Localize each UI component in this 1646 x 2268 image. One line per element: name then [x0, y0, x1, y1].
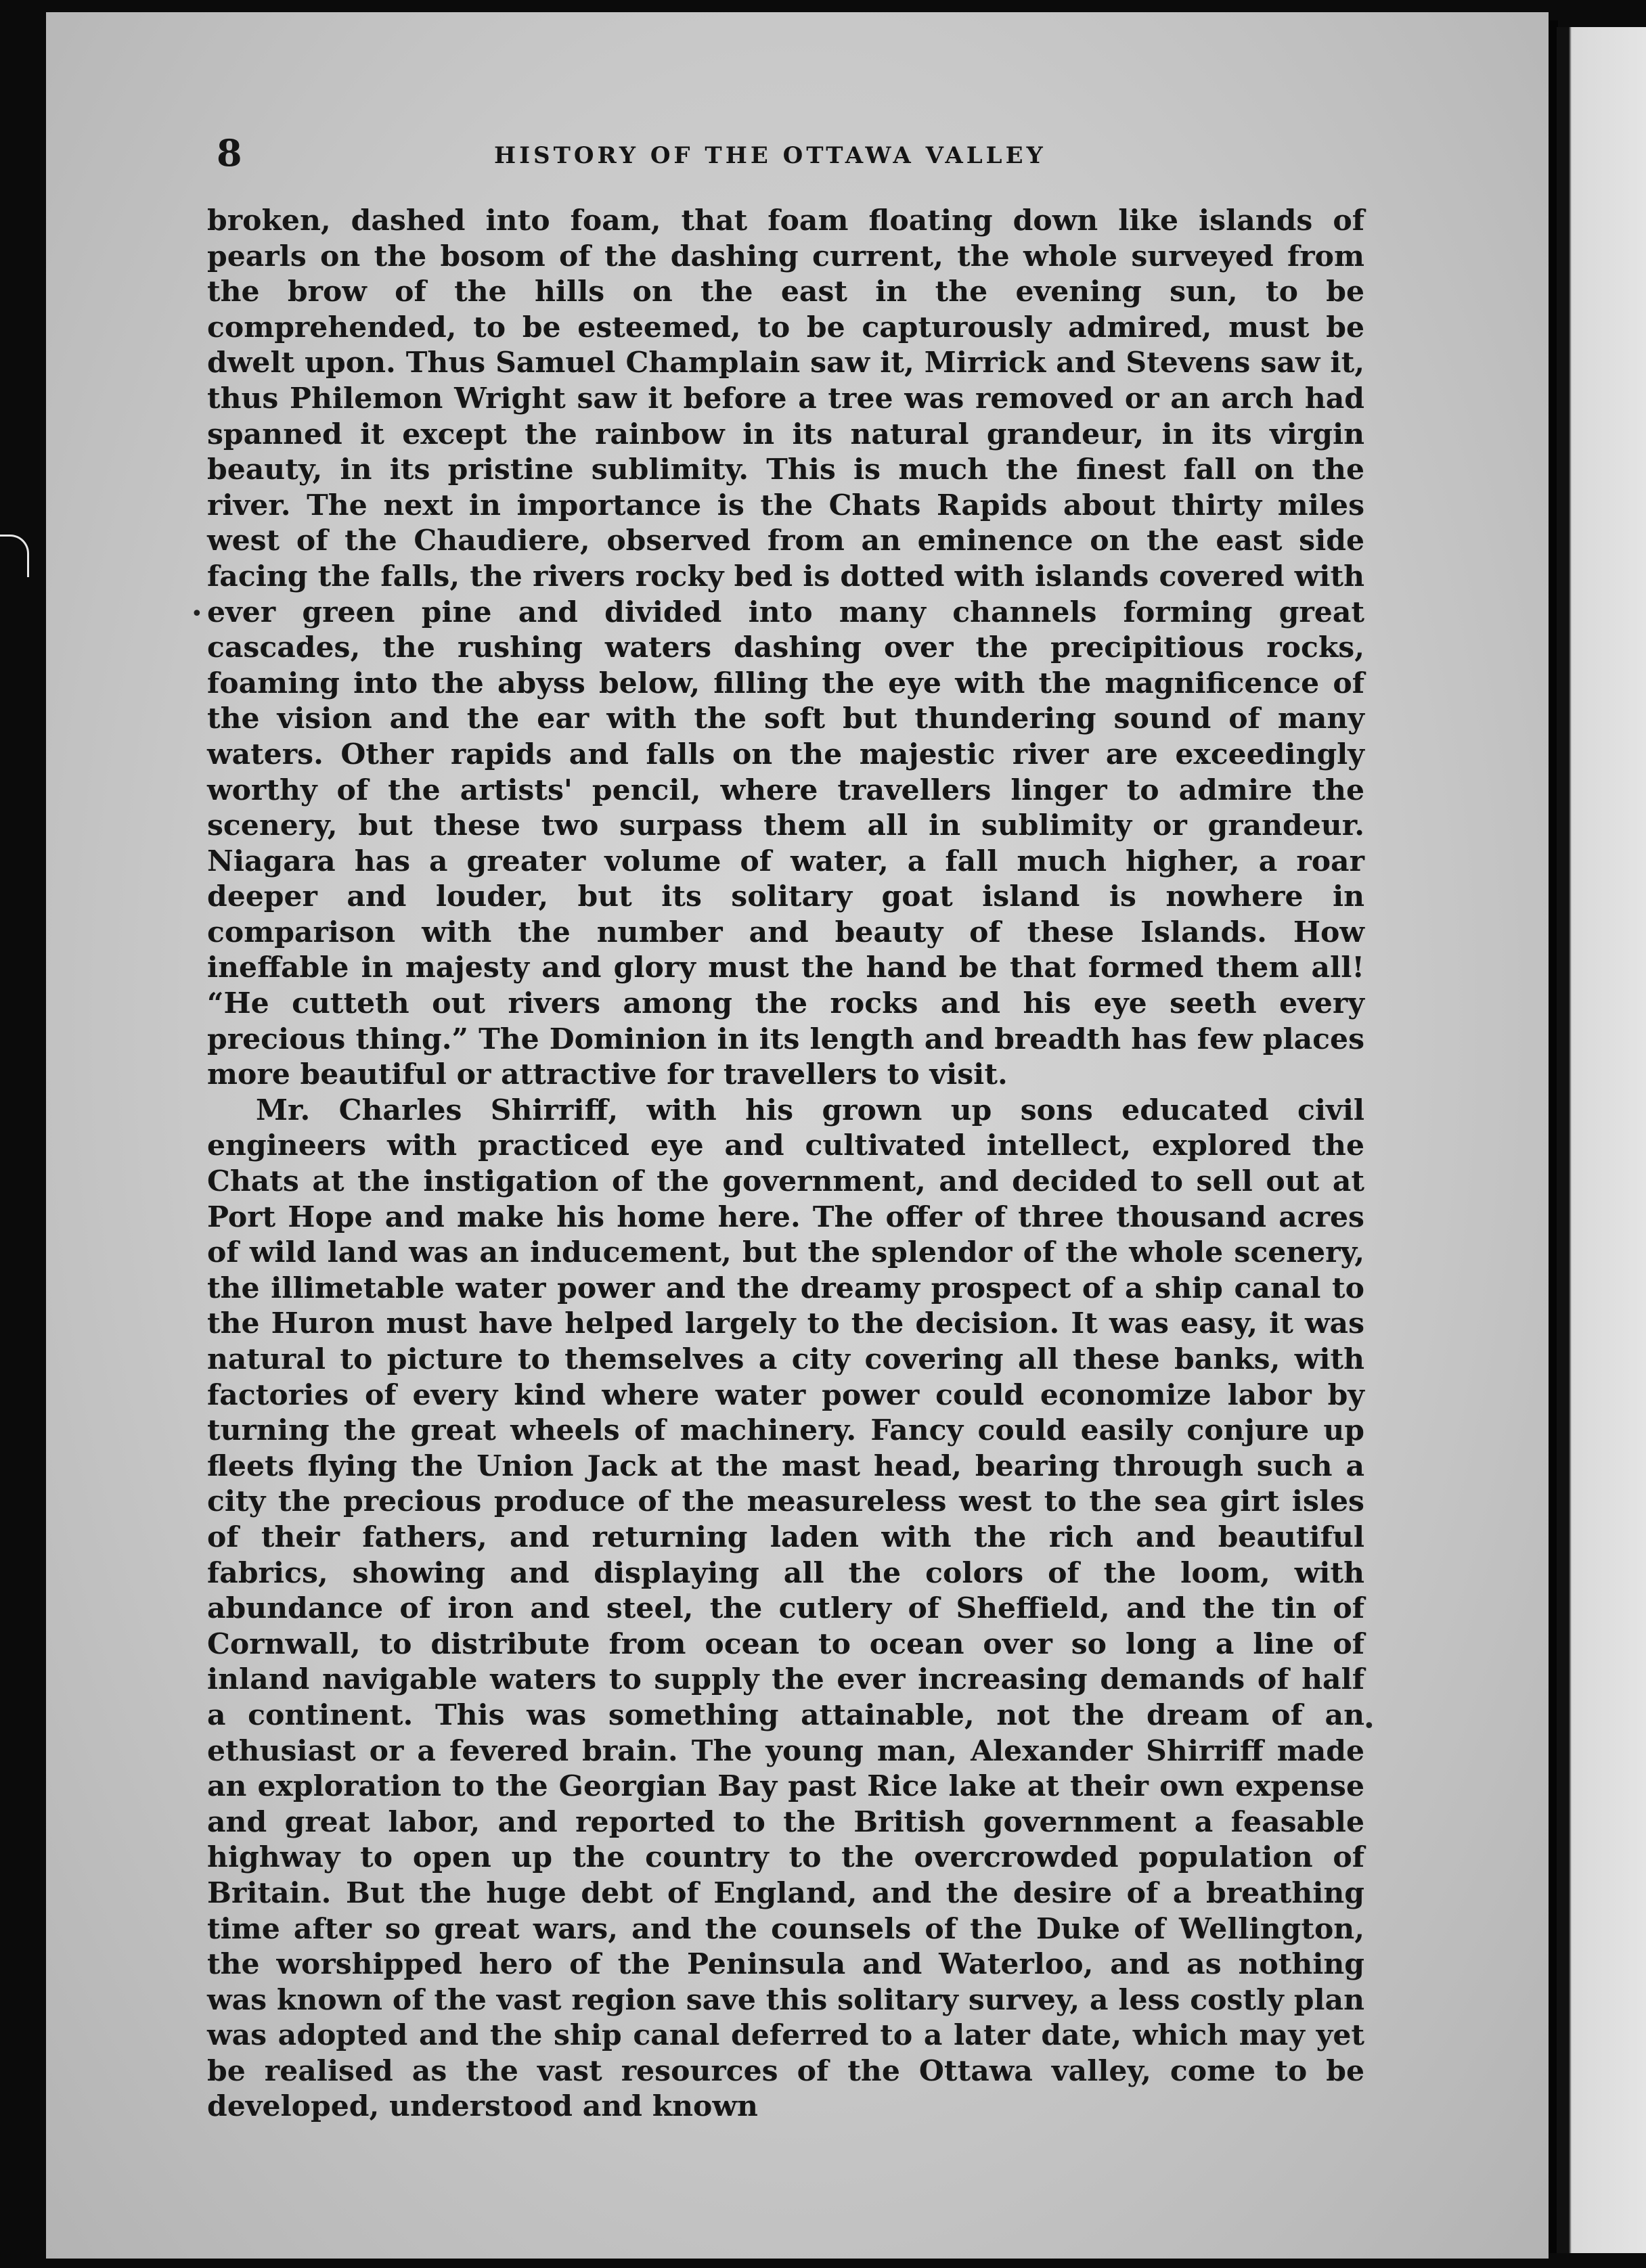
margin-dot: • [1363, 1715, 1375, 1738]
body-text [207, 203, 1364, 2125]
page-number: 8 [217, 131, 242, 175]
paragraph: broken, dashed into foam, that foam floating down like islands of pearls on the bosom of the dashing current, the whole surveyed from the brow of the hills on the east in the evening sun, to be comprehended, to be esteemed, to be capturously admired, must be dwelt upon. Thus Samuel Champlain saw it, Mirrick and Stevens saw it, thus Philemon Wright saw it before a tree was removed or an arch had spanned it except the rainbow in its natural grandeur, in its virgin beauty, in its pristine sublimity. This is much the finest fall on the river. The next in importance is the Chats Rapids about thirty miles west of the Chaudiere, observed from an eminence on the east side facing the falls, the rivers rocky bed is dotted with islands covered with ever green pine and divided into many channels forming great cascades, the rushing waters dashing over the precipitious rocks, foaming into the abyss below, filling the eye with the magnificence of the vision and the ear with the soft but thundering sound of many waters. Other rapids and falls on the majestic river are exceedingly worthy of the artists' pencil, where travellers linger to admire the scenery, but these two surpass them all in sublimity or grandeur. Niagara has a greater volume of water, a fall much higher, a roar deeper and louder, but its solitary goat island is nowhere in comparison with the number and beauty of these Islands. How ineffable in majesty and glory must the hand be that formed them all! “He cutteth out rivers among the rocks and his eye seeth every precious thing.” The Dominion in its length and breadth has few places more beautiful or attractive for travellers to visit. [207, 204, 1364, 1092]
running-title: HISTORY OF THE OTTAWA VALLEY [494, 142, 1046, 169]
margin-dot: • [191, 602, 203, 626]
facing-page-edge [1557, 27, 1646, 2253]
page-header [162, 131, 1448, 179]
paragraph: Mr. Charles Shirriff, with his grown up sons educated civil engineers with practiced eye and cultivated intellect, explored the Chats at the instigation of the government, and decided to sell out at Port Hope and make his home here. The offer of three thousand acres of wild land was an inducement, but the splendor of the whole scenery, the illimetable water power and the dreamy prospect of a ship canal to the Huron must have helped largely to the decision. It was easy, it was natural to picture to themselves a city covering all these banks, with factories of every kind where water power could economize labor by turning the great wheels of machinery. Fancy could easily conjure up fleets flying the Union Jack at the mast head, bearing through such a city the precious produce of the measureless west to the sea girt isles of their fathers, and returning laden with the rich and beautiful fabrics, showing and displaying all the colors of the loom, with abundance of iron and steel, the cutlery of Sheffield, and the tin of Cornwall, to distribute from ocean to ocean over so long a line of inland navigable waters to supply the ever increasing demands of half a continent. This was something attainable, not the dream of an ethusiast or a fevered brain. The young man, Alexander Shirriff made an exploration to the Georgian Bay past Rice lake at their own expense and great labor, and reported to the British government a feasable highway to open up the country to the overcrowded population of Britain. But the huge debt of England, and the desire of a breathing time after so great wars, and the counsels of the Duke of Wellington, the worshipped hero of the Peninsula and Waterloo, and as nothing was known of the vast region save this solitary survey, a less costly plan was adopted and the ship canal deferred to a later date, which may yet be realised as the vast resources of the Ottawa valley, come to be developed, understood and known [207, 1093, 1364, 2124]
scan-edge-artifact [0, 535, 29, 577]
